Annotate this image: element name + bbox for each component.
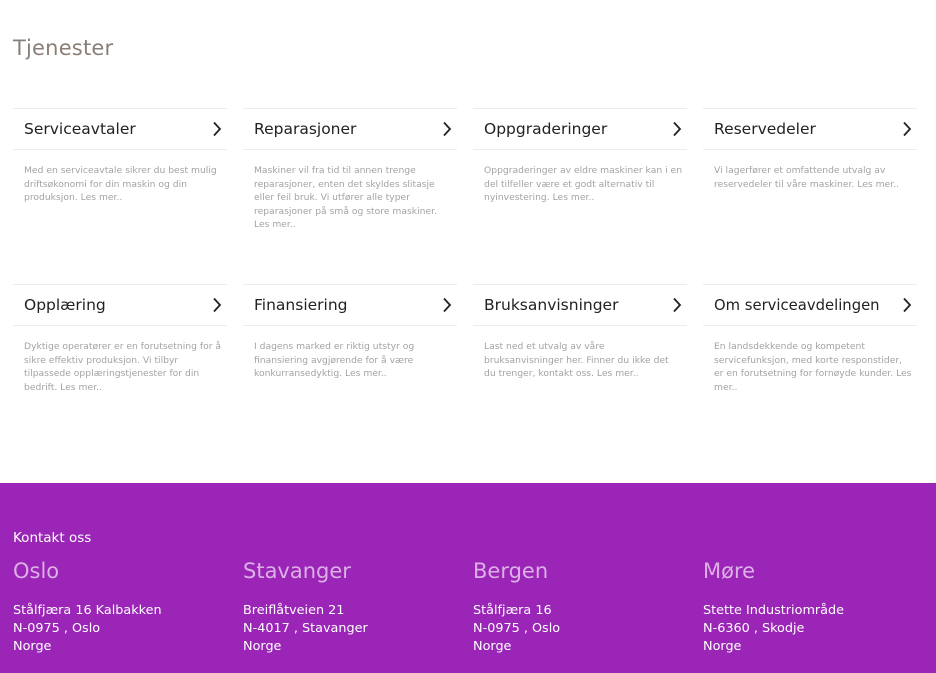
service-card-title: Bruksanvisninger	[484, 296, 619, 314]
office-postal: N-0975 , Oslo	[473, 621, 561, 636]
chevron-right-icon	[671, 120, 683, 138]
service-card-header[interactable]	[473, 108, 687, 150]
contact-footer	[0, 483, 936, 673]
service-card-description: En landsdekkende og kompetent servicefunksjon, med korte responstider, er en forutsetning for fornøyde kunder. Les mer..	[714, 341, 912, 393]
office-city: Oslo	[13, 559, 60, 583]
chevron-right-icon	[441, 120, 453, 138]
office-more	[703, 559, 918, 656]
office-city: Bergen	[473, 559, 549, 583]
office-country: Norge	[13, 639, 52, 654]
office-city: Møre	[703, 559, 756, 583]
chevron-right-icon	[901, 296, 913, 314]
service-card-reparasjoner	[243, 108, 457, 232]
service-card-oppgraderinger	[473, 108, 687, 205]
read-more-link[interactable]: Les mer..	[596, 368, 639, 380]
service-card-bruksanvisninger	[473, 284, 687, 381]
chevron-right-icon	[211, 296, 223, 314]
service-card-opplaering	[13, 284, 227, 394]
service-card-finansiering	[243, 284, 457, 381]
office-country: Norge	[703, 639, 742, 654]
office-street: Stålfjæra 16 Kalbakken	[13, 603, 162, 618]
service-card-title: Om serviceavdelingen	[714, 296, 880, 314]
service-card-title: Reparasjoner	[254, 120, 357, 138]
service-card-title: Oppgraderinger	[484, 120, 608, 138]
read-more-link[interactable]: Les mer..	[857, 178, 899, 190]
service-card-header[interactable]	[243, 284, 457, 326]
office-country: Norge	[243, 639, 282, 654]
office-postal: N-6360 , Skodje	[703, 621, 805, 636]
read-more-link[interactable]: Les mer..	[60, 381, 102, 393]
read-more-link[interactable]: Les mer..	[714, 368, 912, 393]
office-street: Stålfjæra 16	[473, 603, 552, 618]
service-card-reservedeler	[703, 108, 917, 191]
office-stavanger	[243, 559, 458, 656]
footer-heading: Kontakt oss	[13, 530, 92, 546]
read-more-link[interactable]: Les mer..	[552, 192, 595, 204]
service-card-header[interactable]	[703, 284, 917, 326]
service-card-header[interactable]	[13, 284, 227, 326]
service-card-description: Dyktige operatører er en forutsetning for å sikre effektiv produksjon. Vi tilbyr tilpassede opplæringstjenester for din bedrift. Les mer..	[24, 341, 222, 393]
read-more-link[interactable]: Les mer..	[80, 192, 123, 204]
service-card-description: Maskiner vil fra tid til annen trenge reparasjoner, enten det skyldes slitasje eller feil bruk. Vi utfører alle typer reparasjoner på små og store maskiner. Les mer..	[254, 165, 437, 231]
service-card-description: Oppgraderinger av eldre maskiner kan i en del tilfeller være et godt alternativ til nyinvestering. Les mer..	[484, 165, 683, 204]
office-oslo	[13, 559, 228, 656]
office-bergen	[473, 559, 688, 656]
service-card-description: I dagens marked er riktig utstyr og finansiering avgjørende for å være konkurransedyktig. Les mer..	[254, 341, 415, 380]
office-country: Norge	[473, 639, 512, 654]
service-card-header[interactable]	[243, 108, 457, 150]
service-card-title: Serviceavtaler	[24, 120, 136, 138]
office-street: Stette Industriområde	[703, 603, 845, 618]
read-more-link[interactable]: Les mer..	[254, 219, 296, 231]
chevron-right-icon	[901, 120, 913, 138]
service-card-header[interactable]	[13, 108, 227, 150]
service-card-header[interactable]	[473, 284, 687, 326]
service-card-title: Opplæring	[24, 296, 106, 314]
service-card-om-serviceavdelingen	[703, 284, 917, 394]
service-card-description: Vi lagerfører et omfattende utvalg av reservedeler til våre maskiner. Les mer..	[714, 165, 899, 190]
office-city: Stavanger	[243, 559, 351, 583]
service-card-title: Finansiering	[254, 296, 348, 314]
read-more-link[interactable]: Les mer..	[345, 368, 387, 380]
service-card-serviceavtaler	[13, 108, 227, 205]
service-card-header[interactable]	[703, 108, 917, 150]
chevron-right-icon	[671, 296, 683, 314]
service-card-title: Reservedeler	[714, 120, 816, 138]
service-card-description: Med en serviceavtale sikrer du best mulig driftsøkonomi for din maskin og din produksjon. Les mer..	[24, 165, 217, 204]
office-postal: N-0975 , Oslo	[13, 621, 101, 636]
office-street: Breiflåtveien 21	[243, 603, 345, 618]
chevron-right-icon	[211, 120, 223, 138]
chevron-right-icon	[441, 296, 453, 314]
service-card-description: Last ned et utvalg av våre bruksanvisninger her. Finner du ikke det du trenger, kontakt oss. Les mer..	[484, 341, 669, 380]
page-title: Tjenester	[13, 36, 114, 60]
office-postal: N-4017 , Stavanger	[243, 621, 368, 636]
